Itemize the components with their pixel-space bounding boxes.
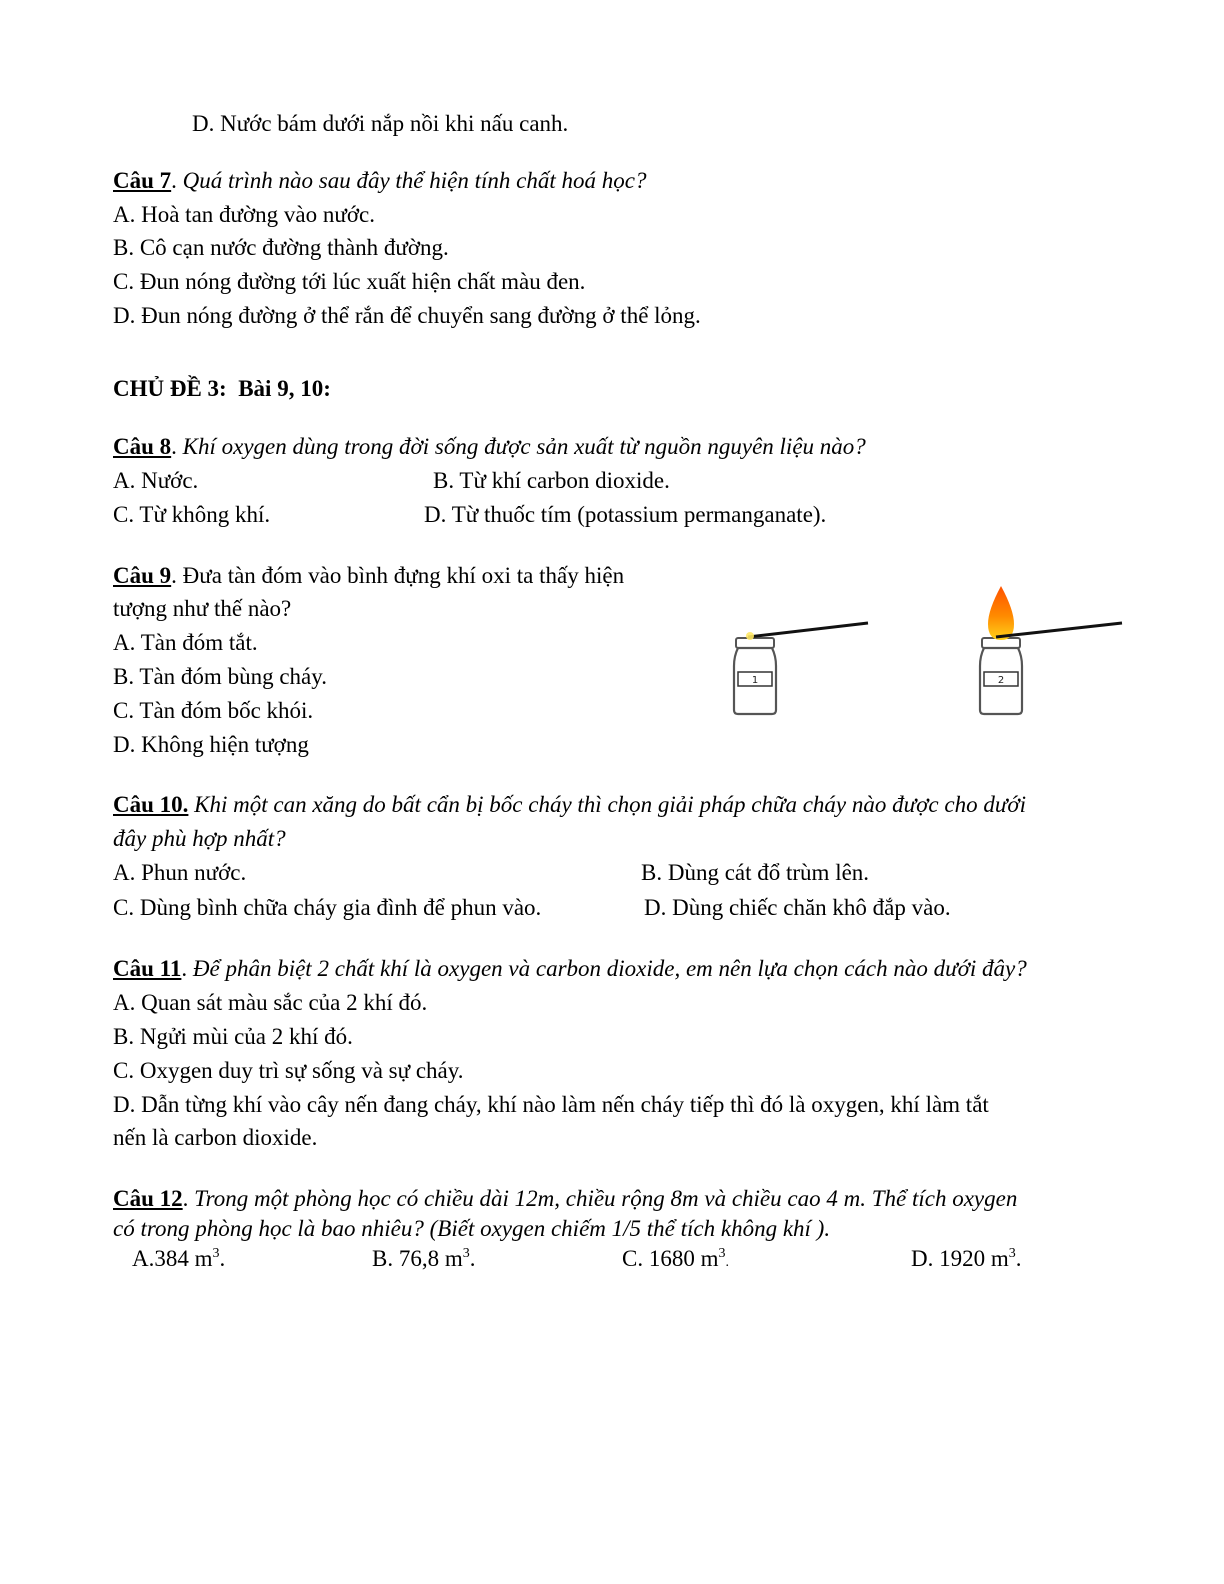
q8-option-d: D. Từ thuốc tím (potassium permanganate). bbox=[424, 502, 827, 527]
splint-jar-illustration bbox=[720, 576, 1130, 726]
q8-option-a: A. Nước. bbox=[113, 468, 199, 493]
q7-option-c: C. Đun nóng đường tới lúc xuất hiện chất màu đen. bbox=[113, 269, 586, 294]
question-11: Câu 11. Để phân biệt 2 chất khí là oxygen và carbon dioxide, em nên lựa chọn cách nào dưới đây? bbox=[113, 956, 1027, 981]
q8-option-c: C. Từ không khí. bbox=[113, 502, 271, 527]
question-label: Câu 8 bbox=[113, 434, 172, 459]
question-8: Câu 8. Khí oxygen dùng trong đời sống được sản xuất từ nguồn nguyên liệu nào? bbox=[113, 434, 866, 459]
question-text-cont: đây phù hợp nhất? bbox=[113, 826, 286, 851]
q9-option-b: B. Tàn đóm bùng cháy. bbox=[113, 664, 327, 689]
question-text: Đưa tàn đóm vào bình đựng khí oxi ta thấy hiện bbox=[182, 563, 625, 588]
jar-1-label: 1 bbox=[751, 675, 759, 686]
q9-option-a: A. Tàn đóm tắt. bbox=[113, 630, 258, 655]
q11-option-d: D. Dẫn từng khí vào cây nến đang cháy, khí nào làm nến cháy tiếp thì đó là oxygen, khí làm tắt bbox=[113, 1092, 989, 1117]
q11-option-a: A. Quan sát màu sắc của 2 khí đó. bbox=[113, 990, 428, 1015]
q8-option-b: B. Từ khí carbon dioxide. bbox=[433, 468, 670, 493]
question-text: Trong một phòng học có chiều dài 12m, chiều rộng 8m và chiều cao 4 m. Thể tích oxygen bbox=[194, 1186, 1018, 1211]
jar-2 bbox=[980, 638, 1022, 714]
question-label: Câu 11 bbox=[113, 956, 182, 981]
question-text: Để phân biệt 2 chất khí là oxygen và carbon dioxide, em nên lựa chọn cách nào dưới đây? bbox=[192, 956, 1027, 981]
q12-option-c: C. 1680 $m^3$. bbox=[622, 1246, 729, 1271]
question-12: Câu 12. Trong một phòng học có chiều dài 12m, chiều rộng 8m và chiều cao 4 m. Thể tích oxygen bbox=[113, 1186, 1018, 1211]
question-9: Câu 9. Đưa tàn đóm vào bình đựng khí oxi ta thấy hiện bbox=[113, 563, 625, 588]
question-text: Khí oxygen dùng trong đời sống được sản xuất từ nguồn nguyên liệu nào? bbox=[182, 434, 866, 459]
question-label: Câu 7 bbox=[113, 168, 172, 193]
q9-option-d: D. Không hiện tượng bbox=[113, 732, 309, 757]
jar-2-label: 2 bbox=[997, 675, 1005, 686]
q9-option-c: C. Tàn đóm bốc khói. bbox=[113, 698, 314, 723]
q12-option-a: A.384 $m^3$. bbox=[132, 1246, 226, 1271]
prev-option-d: D. Nước bám dưới nắp nồi khi nấu canh. bbox=[192, 111, 569, 136]
topic-heading: CHỦ ĐỀ 3: Bài 9, 10: bbox=[113, 376, 331, 401]
q10-option-b: B. Dùng cát đổ trùm lên. bbox=[641, 860, 870, 885]
question-label: Câu 10. bbox=[113, 792, 189, 817]
question-text: Khi một can xăng do bất cẩn bị bốc cháy thì chọn giải pháp chữa cháy nào được cho dưới bbox=[194, 792, 1027, 817]
q11-option-c: C. Oxygen duy trì sự sống và sự cháy. bbox=[113, 1058, 464, 1083]
jar-1 bbox=[734, 638, 776, 714]
splint-2 bbox=[996, 623, 1122, 637]
q7-option-a: A. Hoà tan đường vào nước. bbox=[113, 202, 375, 227]
question-label: Câu 12 bbox=[113, 1186, 183, 1211]
q10-option-a: A. Phun nước. bbox=[113, 860, 247, 885]
q11-option-d-cont: nến là carbon dioxide. bbox=[113, 1125, 318, 1150]
question-10 bbox=[113, 790, 1026, 820]
q10-option-c: C. Dùng bình chữa cháy gia đình để phun vào. bbox=[113, 895, 542, 920]
question-label: Câu 9 bbox=[113, 563, 172, 588]
question-text-cont: có trong phòng học là bao nhiêu? (Biết oxygen chiếm 1/5 thể tích không khí ). bbox=[113, 1216, 831, 1241]
flame-icon bbox=[988, 586, 1014, 640]
q12-option-b: B. 76,8 $m^3$. bbox=[372, 1246, 476, 1271]
q11-option-b: B. Ngửi mùi của 2 khí đó. bbox=[113, 1024, 353, 1049]
q7-option-b: B. Cô cạn nước đường thành đường. bbox=[113, 235, 449, 260]
q7-option-d: D. Đun nóng đường ở thể rắn để chuyển sang đường ở thể lỏng. bbox=[113, 303, 701, 328]
question-7: Câu 7. Quá trình nào sau đây thể hiện tính chất hoá học? bbox=[113, 168, 647, 193]
q10-option-d: D. Dùng chiếc chăn khô đắp vào. bbox=[644, 895, 951, 920]
q12-option-d: D. 1920 $m^3$. bbox=[911, 1246, 1022, 1271]
question-text-cont: tượng như thế nào? bbox=[113, 596, 292, 621]
question-text: Quá trình nào sau đây thể hiện tính chất hoá học? bbox=[182, 168, 647, 193]
